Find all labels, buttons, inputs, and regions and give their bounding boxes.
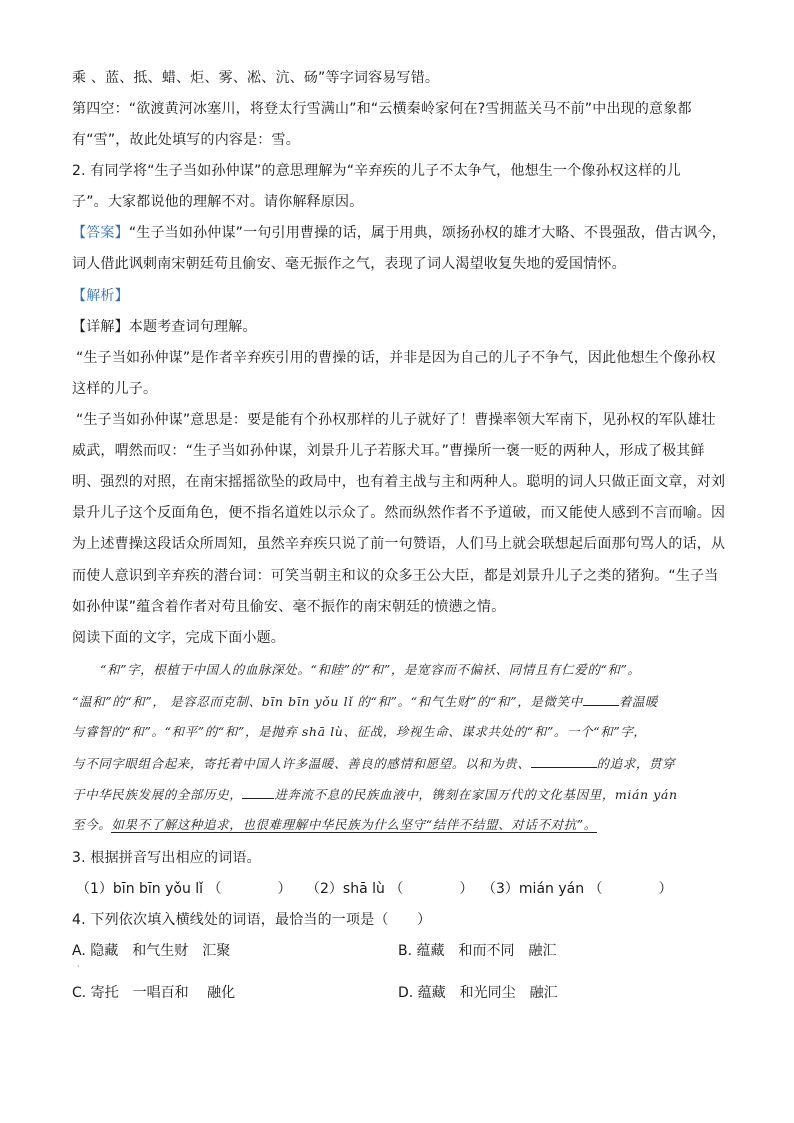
text-line: 有“雪”，故此处填写的内容是：雪。 <box>72 132 300 148</box>
option-d[interactable]: D. 蕴藏 和光同尘 融汇 <box>398 985 558 1001</box>
text-line: “生子当如孙仲谋”是作者辛弃疾引用的曹操的话，并非是因为自己的儿子不争气，因此他想生个像孙权 <box>76 350 716 366</box>
passage-text: 至今。 <box>72 817 112 832</box>
answer-paren[interactable]: （ ） <box>207 881 292 897</box>
detail-heading: 【详解】本题考查词句理解。 <box>72 319 257 335</box>
question-3-title: 3. 根据拼音写出相应的词语。 <box>72 850 261 866</box>
q3-item-1: （1）bīn bīn yǒu lǐ （ ） <box>76 881 292 897</box>
answer-paren[interactable]: （ ） <box>389 881 474 897</box>
text-line: 明、强烈的对照，在南宋摇摇欲坠的政局中，也有着主战与主和两种人。聪明的词人只做正面文章，对刘 <box>72 474 726 490</box>
passage-text: 与不同字眼组合起来，寄托着中国人许多温暖、善良的感情和愿望。以和为贵、 <box>72 756 531 771</box>
text-line: 如孙仲谋”蕴含着作者对苟且偷安、毫不振作的南宋朝廷的愤懑之情。 <box>72 599 506 615</box>
passage-line <box>72 753 675 774</box>
answer-tag: 【答案】 <box>72 225 129 241</box>
text-line: 子”。大家都说他的理解不对。请你解释原因。 <box>72 194 364 210</box>
fill-blank-3[interactable] <box>242 784 274 799</box>
text-line: 威武，喟然而叹：“生子当如孙仲谋，刘景升儿子若豚犬耳。”曹操所一褒一贬的两种人，形成了极其鲜 <box>72 443 705 459</box>
analysis-tag: 【解析】 <box>72 288 129 304</box>
passage-line <box>72 784 678 805</box>
question-4-title: 4. 下列依次填入横线处的词语，最恰当的一项是（ ） <box>72 912 432 928</box>
q3-item-3: （3）mián yán （ ） <box>482 881 673 897</box>
passage-text: 于中华民族发展的全部历史， <box>72 787 243 802</box>
fill-blank-1[interactable] <box>583 691 619 706</box>
text-line: “生子当如孙仲谋”意思是：要是能有个孙权那样的儿子就好了！曹操率领大军南下，见孙权的军队雄壮 <box>76 412 716 428</box>
passage-line: “和”字，根植于中国人的血脉深处。“和睦”的“和”，是宽容而不偏袄、同情且有仁爱的“和”。 <box>100 662 641 677</box>
text-line: 为上述曹操这段话众所周知，虽然辛弃疾只说了前一句赞语，人们马上就会联想起后面那句骂人的话，从 <box>72 536 726 552</box>
passage-text: 进奔流不息的民族血液中，镌刻在家国万代的文化基因里，mián yán <box>274 787 678 802</box>
passage-line <box>72 815 597 835</box>
text-line: 乘 、蓝、抵、蜡、炬、雾、凇、沆、砀”等字词容易写错。 <box>72 70 440 86</box>
passage-line: 与睿智的“和”。“和平”的“和”，是抛弃 shā lù、征战，珍视生命、谋求共处的“和”。一个“和”字， <box>72 724 647 739</box>
answer-line <box>72 223 726 243</box>
passage-line <box>72 691 658 712</box>
reading-instruction: 阅读下面的文字，完成下面小题。 <box>72 630 285 646</box>
option-a[interactable]: A. 隐藏 和气生财 汇聚 <box>72 943 231 959</box>
dot-mark: · <box>77 962 80 971</box>
analysis-line <box>72 286 129 306</box>
q3-item-2: （2）shā lù （ ） <box>306 881 474 897</box>
passage-text: 着温暖 <box>618 694 659 709</box>
option-c[interactable]: C. 寄托 一唱百和 融化 <box>72 985 236 1001</box>
text-line: 词人借此讽刺南宋朝廷苟且偷安、毫无振作之气，表现了词人渴望收复失地的爱国情怀。 <box>72 256 626 272</box>
text-line: 景升儿子这个反面角色，便不指名道姓以示众了。然而纵然作者不予道破，而又能使人感到不言而喻。因 <box>72 505 726 521</box>
passage-text: 的追求，贯穿 <box>596 756 676 771</box>
answer-paren[interactable]: （ ） <box>588 881 673 897</box>
underlined-sentence: 如果不了解这种追求，也很难理解中华民族为什么坚守“结伴不结盟、对话不对抗”。 <box>111 817 597 832</box>
passage-text: “温和”的“和”， 是容忍而克制、bīn bīn yǒu lǐ 的“和”。“和气生财”的“和”，是微笑中 <box>72 694 583 709</box>
text-line: 第四空：“欲渡黄河冰塞川，将登太行雪满山”和“云横秦岭家何在?雪拥蓝关马不前”中出现的意象都 <box>72 101 692 117</box>
fill-blank-2[interactable] <box>531 753 597 768</box>
text-line: 这样的儿子。 <box>72 381 158 397</box>
question-2: 2. 有同学将“生子当如孙仲谋”的意思理解为“辛弃疾的儿子不太争气，他想生一个像孙权这样的儿 <box>72 163 681 179</box>
text-line: 而使人意识到辛弃疾的潜台词：可笑当朝主和议的众多王公大臣，都是刘景升儿子之类的猪狗。“生子当 <box>72 568 719 584</box>
option-b[interactable]: B. 蕴藏 和而不同 融汇 <box>398 943 557 959</box>
answer-text: “生子当如孙仲谋”一句引用曹操的话，属于用典，颂扬孙权的雄才大略、不畏强敌，借古讽今， <box>128 225 726 241</box>
